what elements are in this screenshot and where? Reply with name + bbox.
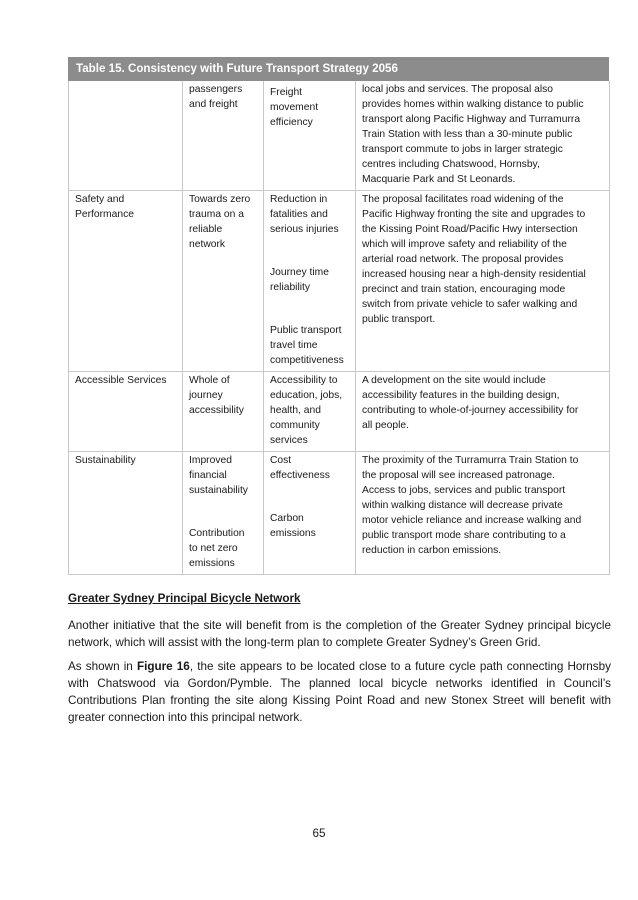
cell-text-line: health, and: [270, 405, 321, 416]
objective-cell: [69, 452, 183, 575]
cell-text-line: travel time: [270, 340, 318, 351]
measure-cell: [264, 81, 356, 191]
cell-text-line: efficiency: [270, 117, 313, 128]
cell-text-line: Train Station with less than a 30-minute public: [362, 129, 573, 140]
outcome-cell: [183, 372, 264, 452]
cell-text-line: movement: [270, 102, 319, 113]
cell-text-line: services: [270, 435, 308, 446]
cell-text-line: the Kissing Point Road/Pacific Hwy intersection: [362, 224, 578, 235]
cell-text-line: Safety and: [75, 194, 125, 205]
cell-text-line: Whole of: [189, 375, 230, 386]
objective-cell: [69, 372, 183, 452]
cell-text-line: network: [189, 239, 226, 250]
cell-text-line: Pacific Highway fronting the site and upgrades to: [362, 209, 586, 220]
cell-text-line: Cost: [270, 455, 292, 466]
measure-cell: [264, 452, 356, 575]
paragraph-figure-reference: [68, 658, 611, 726]
table-title: Table 15. Consistency with Future Transport Strategy 2056: [68, 57, 609, 81]
cell-text-line: Towards zero: [189, 194, 251, 205]
cell-text-line: to net zero: [189, 543, 238, 554]
cell-text-line: accessibility: [189, 405, 244, 416]
page-number: 65: [312, 827, 326, 840]
cell-text-line: Carbon: [270, 513, 304, 524]
cell-text-line: Freight: [270, 87, 303, 98]
table-row: [69, 452, 610, 575]
table-row: [69, 191, 610, 372]
cell-text-line: the proposal will see increased patronage.: [362, 470, 555, 481]
outcome-cell: [183, 452, 264, 575]
cell-text-line: financial: [189, 470, 227, 481]
table-row: [69, 81, 610, 191]
cell-text-line: centres including Chatswood, Hornsby,: [362, 159, 540, 170]
cell-text-line: Access to jobs, services and public transport: [362, 485, 566, 496]
table-row: [69, 372, 610, 452]
cell-text-line: trauma on a: [189, 209, 244, 220]
paragraph-bicycle-network: Another initiative that the site will benefit from is the completion of the Greater Sydney principal bicycle network, which will assist with the long-term plan to complete Greater Sydney’s Green Grid.: [68, 619, 611, 649]
cell-text-line: sustainability: [189, 485, 248, 496]
cell-text-line: Contribution: [189, 528, 245, 539]
cell-text-line: education, jobs,: [270, 390, 343, 401]
cell-text-line: Improved: [189, 455, 232, 466]
cell-text-line: passengers: [189, 84, 243, 95]
response-cell: [356, 372, 610, 452]
cell-text-line: public transport.: [362, 314, 436, 325]
cell-text-line: which will improve safety and reliability of the: [362, 239, 567, 250]
objective-cell: [69, 191, 183, 372]
cell-text-line: Journey time: [270, 267, 329, 278]
cell-text-line: journey: [189, 390, 223, 401]
cell-text-line: switch from private vehicle to safer walking and: [362, 299, 578, 310]
response-cell: [356, 81, 610, 191]
cell-text-line: public transport mode share contributing to a: [362, 530, 566, 541]
cell-text-line: Accessible Services: [75, 375, 167, 386]
cell-text-line: reliability: [270, 282, 311, 293]
cell-text-line: The proposal facilitates road widening of the: [362, 194, 564, 205]
cell-text-line: accessibility features in the building design,: [362, 390, 560, 401]
cell-text-line: local jobs and services. The proposal also: [362, 84, 553, 95]
objective-cell: [69, 81, 183, 191]
cell-text-line: contributing to whole-of-journey accessibility for: [362, 405, 579, 416]
cell-text-line: competitiveness: [270, 355, 344, 366]
cell-text-line: arterial road network. The proposal provides: [362, 254, 564, 265]
measure-cell: [264, 191, 356, 372]
cell-text-line: community: [270, 420, 320, 431]
cell-text-line: motor vehicle reliance and increase walking and: [362, 515, 582, 526]
cell-text-line: and freight: [189, 99, 238, 110]
cell-text-line: transport along Pacific Highway and Turramurra: [362, 114, 581, 125]
cell-text-line: The proximity of the Turramurra Train Station to: [362, 455, 579, 466]
cell-text-line: increased housing near a high-density residential: [362, 269, 586, 280]
cell-text-line: all people.: [362, 420, 409, 431]
cell-text-line: within walking distance will decrease private: [362, 500, 563, 511]
response-cell: [356, 191, 610, 372]
figure-reference: Figure 16: [136, 660, 190, 673]
outcome-cell: [183, 81, 264, 191]
transport-strategy-table: [68, 57, 609, 575]
cell-text-line: Macquarie Park and St Leonards.: [362, 174, 516, 185]
cell-text-line: fatalities and: [270, 209, 328, 220]
para2-text-end: , the site appears to be located close to a future cycle path connecting Hornsby with Chatswood via Gordon/Pymble. The planned local bicycle networks identified in Council’s Contributions Plan fronting the site along Kissing Point Road and new Stonex Street will benefit with greater connection into this principal network.: [68, 660, 611, 724]
cell-text-line: A development on the site would include: [362, 375, 546, 386]
section-heading: Greater Sydney Principal Bicycle Network: [68, 592, 301, 605]
cell-text-line: serious injuries: [270, 224, 339, 235]
cell-text-line: Reduction in: [270, 194, 328, 205]
cell-text-line: effectiveness: [270, 470, 330, 481]
response-cell: [356, 452, 610, 575]
cell-text-line: transport commute to jobs in larger strategic: [362, 144, 563, 155]
cell-text-line: reliable: [189, 224, 223, 235]
outcome-cell: [183, 191, 264, 372]
cell-text-line: provides homes within walking distance to public: [362, 99, 584, 110]
cell-text-line: Sustainability: [75, 455, 136, 466]
measure-cell: [264, 372, 356, 452]
cell-text-line: Accessibility to: [270, 375, 338, 386]
para2-text-start: As shown in: [68, 660, 137, 673]
cell-text-line: precinct and train station, encouraging mode: [362, 284, 566, 295]
cell-text-line: emissions: [270, 528, 316, 539]
cell-text-line: reduction in carbon emissions.: [362, 545, 502, 556]
table-body: [68, 81, 610, 575]
cell-text-line: Performance: [75, 209, 134, 220]
cell-text-line: Public transport: [270, 325, 342, 336]
cell-text-line: emissions: [189, 558, 235, 569]
